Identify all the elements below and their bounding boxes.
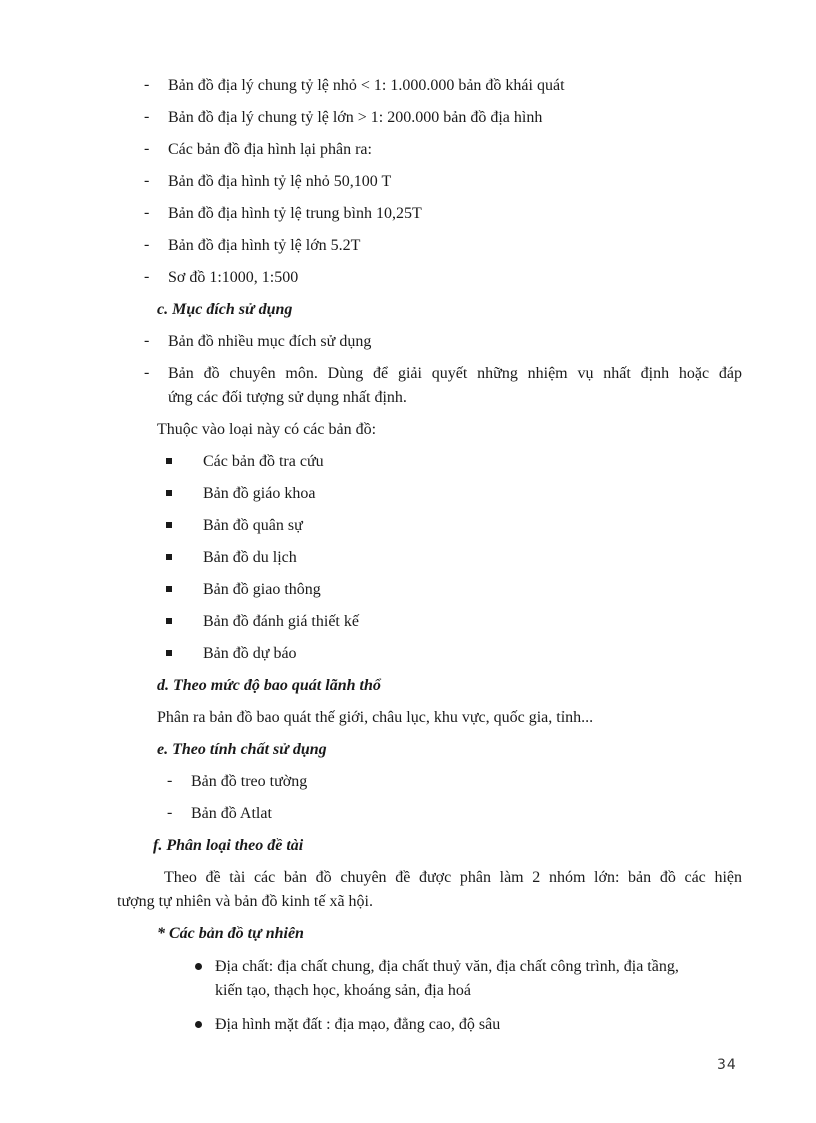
list-item: Bản đồ địa lý chung tỷ lệ lớn > 1: 200.000 bản đồ địa hình: [168, 109, 543, 126]
section-f-heading: f. Phân loại theo đề tài: [153, 837, 304, 854]
list-item: Bản đồ địa hình tỷ lệ trung bình 10,25T: [168, 205, 422, 222]
bullet-item: Địa chất: địa chất chung, địa chất thuỷ văn, địa chất công trình, địa tầng,: [215, 958, 679, 975]
list-dash: -: [144, 76, 150, 93]
list-item: Bản đồ nhiều mục đích sử dụng: [168, 333, 372, 350]
list-item: Bản đồ chuyên môn. Dùng để giải quyết những nhiệm vụ nhất định hoặc đáp: [168, 365, 742, 382]
bullet-item-continuation: kiến tạo, thạch học, khoáng sản, địa hoá: [215, 982, 471, 999]
bullet-item: Bản đồ giao thông: [203, 581, 321, 598]
list-dash: -: [144, 268, 150, 285]
list-dash: -: [144, 108, 150, 125]
square-bullet-icon: [166, 458, 172, 464]
square-bullet-icon: [166, 618, 172, 624]
list-dash: -: [144, 364, 150, 381]
list-dash: -: [144, 236, 150, 253]
round-bullet-icon: [195, 1021, 202, 1028]
list-dash: -: [144, 204, 150, 221]
list-item: Bản đồ treo tường: [191, 773, 308, 790]
square-bullet-icon: [166, 522, 172, 528]
bullet-item: Bản đồ quân sự: [203, 517, 303, 534]
bullet-item: Bản đồ du lịch: [203, 549, 297, 566]
section-d-heading: d. Theo mức độ bao quát lãnh thổ: [157, 677, 381, 694]
list-dash: -: [167, 772, 173, 789]
square-bullet-icon: [166, 650, 172, 656]
list-item: Bản đồ địa hình tỷ lệ nhỏ 50,100 T: [168, 173, 392, 190]
list-item: Bản đồ Atlat: [191, 805, 272, 822]
list-item: Các bản đồ địa hình lại phân ra:: [168, 141, 372, 158]
subsection-heading: * Các bản đồ tự nhiên: [157, 925, 304, 942]
paragraph-continuation: tượng tự nhiên và bản đồ kinh tế xã hội.: [117, 893, 373, 910]
section-e-heading: e. Theo tính chất sử dụng: [157, 741, 327, 758]
bullet-item: Địa hình mặt đất : địa mạo, đẳng cao, độ sâu: [215, 1016, 501, 1033]
square-bullet-icon: [166, 490, 172, 496]
square-bullet-icon: [166, 554, 172, 560]
bullet-item: Bản đồ giáo khoa: [203, 485, 316, 502]
page-number: 34: [717, 1057, 737, 1073]
list-dash: -: [167, 804, 173, 821]
bullet-item: Bản đồ đánh giá thiết kế: [203, 613, 359, 630]
list-item: Bản đồ địa lý chung tỷ lệ nhỏ < 1: 1.000.000 bản đồ khái quát: [168, 77, 565, 94]
section-c-heading: c. Mục đích sử dụng: [157, 301, 293, 318]
square-bullet-icon: [166, 586, 172, 592]
list-item: Bản đồ địa hình tỷ lệ lớn 5.2T: [168, 237, 361, 254]
list-dash: -: [144, 332, 150, 349]
list-dash: -: [144, 172, 150, 189]
list-item-continuation: ứng các đối tượng sử dụng nhất định.: [168, 389, 407, 406]
paragraph: Thuộc vào loại này có các bản đồ:: [157, 421, 377, 438]
bullet-item: Bản đồ dự báo: [203, 645, 297, 662]
paragraph: Theo đề tài các bản đồ chuyên đề được phân làm 2 nhóm lớn: bản đồ các hiện: [164, 869, 742, 886]
list-item: Sơ đồ 1:1000, 1:500: [168, 269, 299, 286]
list-dash: -: [144, 140, 150, 157]
round-bullet-icon: [195, 963, 202, 970]
bullet-item: Các bản đồ tra cứu: [203, 453, 324, 470]
paragraph: Phân ra bản đồ bao quát thế giới, châu lục, khu vực, quốc gia, tỉnh...: [157, 709, 594, 726]
